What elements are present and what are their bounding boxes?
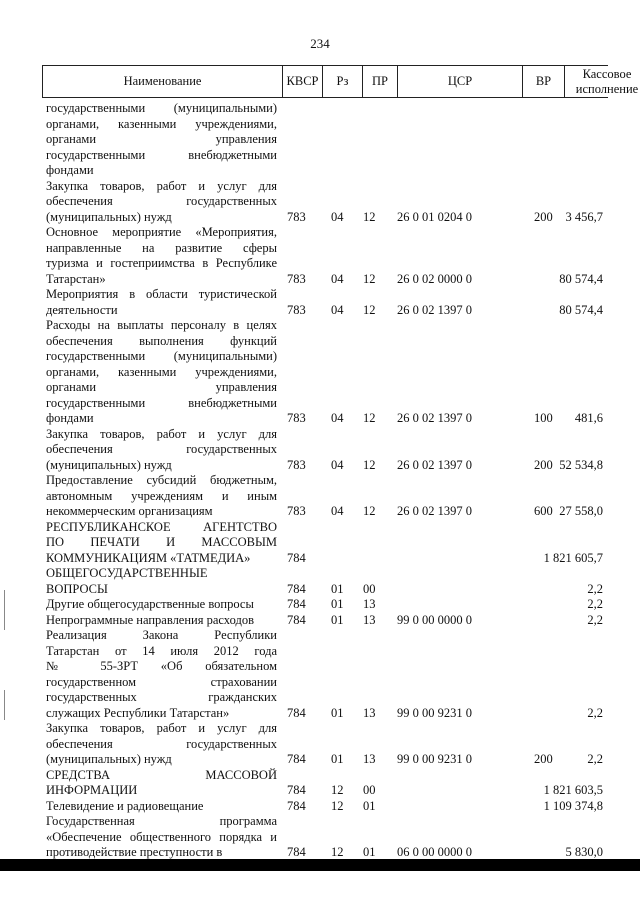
row-amount: 2,2 <box>587 597 603 611</box>
row-name-line: (муниципальных) нужд <box>46 209 172 224</box>
header-amount: Кассовое исполнение <box>564 66 640 97</box>
table-row <box>42 566 608 597</box>
row-name <box>46 101 277 179</box>
row-name <box>46 721 277 768</box>
row-kvsr: 784 <box>287 597 306 611</box>
row-kvsr: 784 <box>287 612 306 627</box>
row-name-line: ОБЩЕГОСУДАРСТВЕННЫЕ <box>46 566 208 580</box>
row-name-line: Закупка товаров, работ и услуг для <box>46 426 277 441</box>
row-name-line: Закупка товаров, работ и услуг для <box>46 178 277 193</box>
row-name <box>46 473 277 520</box>
row-name-line: Татарстан от 14 июля 2012 года <box>46 643 277 658</box>
table-row <box>42 287 608 318</box>
header-name: Наименование <box>42 66 282 97</box>
header-kvsr: КВСР <box>282 66 322 97</box>
table-header <box>42 65 639 98</box>
row-name <box>46 768 277 799</box>
table-row <box>42 520 608 567</box>
row-vr: 600 <box>534 504 553 518</box>
row-name-line: Реализация Закона Республики <box>46 628 277 642</box>
row-rz: 12 <box>331 798 344 813</box>
row-name-line: ПО ПЕЧАТИ И МАССОВЫМ <box>46 535 277 549</box>
table-row <box>42 473 608 520</box>
row-name-line: Непрограммные направления расходов <box>46 612 254 627</box>
row-name <box>46 799 277 815</box>
row-pr: 13 <box>363 612 376 627</box>
row-amount: 1 109 374,8 <box>543 798 603 813</box>
row-name-line: фондами <box>46 411 94 425</box>
row-csr: 99 0 00 9231 0 <box>397 752 472 766</box>
table-row <box>42 101 608 179</box>
row-name-line: № 55-ЗРТ «Об обязательном <box>46 659 277 673</box>
row-vr: 200 <box>534 752 553 766</box>
row-name <box>46 814 277 861</box>
row-csr: 26 0 02 1397 0 <box>397 504 472 518</box>
row-name-line: государственными (муниципальными) <box>46 101 277 115</box>
row-name-line: фондами <box>46 163 94 177</box>
row-amount: 52 534,8 <box>559 457 603 472</box>
table-row <box>42 318 608 427</box>
row-name-line: служащих Республики Татарстан» <box>46 705 230 720</box>
row-name <box>46 566 277 597</box>
row-name-line: некоммерческим организациям <box>46 504 213 518</box>
row-kvsr: 783 <box>287 504 306 518</box>
row-csr: 99 0 00 0000 0 <box>397 612 472 627</box>
row-name-line: противодействие преступности в <box>46 845 223 859</box>
row-name-line: органами, казенными учреждениями, <box>46 364 277 379</box>
table-row <box>42 721 608 768</box>
row-rz: 12 <box>331 845 344 859</box>
row-name-line: Телевидение и радиовещание <box>46 798 204 813</box>
row-vr: 200 <box>534 457 553 472</box>
row-name-line: государственными внебюджетными <box>46 395 277 410</box>
row-csr: 99 0 00 9231 0 <box>397 705 472 720</box>
row-rz: 01 <box>331 705 344 720</box>
header-pr: ПР <box>362 66 397 97</box>
scan-edge-mark <box>4 690 5 720</box>
row-pr: 00 <box>363 783 376 797</box>
row-rz: 04 <box>331 209 344 224</box>
row-rz: 04 <box>331 302 344 317</box>
row-kvsr: 783 <box>287 411 306 425</box>
row-rz: 04 <box>331 411 344 425</box>
row-name-line: деятельности <box>46 302 118 317</box>
row-name-line: государственными внебюджетными <box>46 147 277 162</box>
row-rz: 01 <box>331 612 344 627</box>
header-csr: ЦСР <box>397 66 522 97</box>
row-rz: 01 <box>331 752 344 766</box>
row-name-line: КОММУНИКАЦИЯМ «ТАТМЕДИА» <box>46 550 251 565</box>
row-rz: 01 <box>331 597 344 611</box>
row-pr: 13 <box>363 752 376 766</box>
row-name-line: Закупка товаров, работ и услуг для <box>46 721 277 735</box>
row-amount: 1 821 603,5 <box>543 783 603 797</box>
row-csr: 26 0 02 0000 0 <box>397 271 472 286</box>
row-amount: 2,2 <box>587 581 603 596</box>
row-rz: 04 <box>331 271 344 286</box>
row-name-line: (муниципальных) нужд <box>46 752 172 766</box>
row-vr: 200 <box>534 209 553 224</box>
row-csr: 06 0 00 0000 0 <box>397 845 472 859</box>
row-pr: 01 <box>363 798 376 813</box>
header-vr: ВР <box>522 66 564 97</box>
row-pr: 01 <box>363 845 376 859</box>
row-name-line: РЕСПУБЛИКАНСКОЕ АГЕНТСТВО <box>46 519 277 534</box>
row-pr: 12 <box>363 504 376 518</box>
row-name-line: автономным учреждениям и иным <box>46 488 277 503</box>
row-kvsr: 784 <box>287 752 306 766</box>
row-csr: 26 0 01 0204 0 <box>397 209 472 224</box>
page-number: 234 <box>310 36 330 51</box>
row-amount: 481,6 <box>574 411 603 425</box>
scan-edge-mark <box>4 590 5 630</box>
scan-border-bar <box>0 859 640 871</box>
row-pr: 12 <box>363 271 376 286</box>
row-name-line: Татарстан» <box>46 271 106 286</box>
row-rz: 01 <box>331 581 344 596</box>
row-name-line: органами управления <box>46 380 277 394</box>
row-amount: 2,2 <box>587 705 603 720</box>
row-name-line: государственных гражданских <box>46 690 277 704</box>
row-name <box>46 179 277 226</box>
row-name <box>46 613 277 629</box>
row-kvsr: 784 <box>287 845 306 859</box>
row-name <box>46 597 277 613</box>
row-name-line: Мероприятия в области туристической <box>46 287 277 301</box>
row-name-line: (муниципальных) нужд <box>46 457 172 472</box>
row-name-line: государственными (муниципальными) <box>46 349 277 363</box>
row-rz: 12 <box>331 783 344 797</box>
row-rz: 04 <box>331 457 344 472</box>
row-name <box>46 427 277 474</box>
header-rz: Рз <box>322 66 362 97</box>
row-pr: 12 <box>363 209 376 224</box>
row-pr: 13 <box>363 597 376 611</box>
row-name-line: Государственная программа <box>46 814 277 828</box>
row-pr: 12 <box>363 302 376 317</box>
row-name-line: обеспечения государственных <box>46 442 277 456</box>
table-row <box>42 628 608 721</box>
table-row <box>42 799 608 815</box>
row-pr: 12 <box>363 457 376 472</box>
row-name <box>46 287 277 318</box>
row-name-line: обеспечения государственных <box>46 194 277 208</box>
row-kvsr: 784 <box>287 581 306 596</box>
row-csr: 26 0 02 1397 0 <box>397 411 472 425</box>
row-amount: 80 574,4 <box>559 271 603 286</box>
row-kvsr: 783 <box>287 457 306 472</box>
row-name-line: «Обеспечение общественного порядка и <box>46 829 277 844</box>
row-name-line: Предоставление субсидий бюджетным, <box>46 473 277 487</box>
row-amount: 27 558,0 <box>559 504 603 518</box>
row-vr: 100 <box>534 411 553 425</box>
row-name <box>46 318 277 427</box>
row-kvsr: 783 <box>287 209 306 224</box>
row-name-line: туризма и гостеприимства в Республике <box>46 256 277 270</box>
row-kvsr: 784 <box>287 783 306 797</box>
row-amount: 2,2 <box>587 612 603 627</box>
row-amount: 3 456,7 <box>565 209 603 224</box>
row-rz: 04 <box>331 504 344 518</box>
row-name-line: Основное мероприятие «Мероприятия, <box>46 225 277 239</box>
row-amount: 2,2 <box>587 752 603 766</box>
row-name-line: органами управления <box>46 132 277 146</box>
row-name-line: ИНФОРМАЦИИ <box>46 783 138 797</box>
row-name <box>46 628 277 721</box>
row-name-line: государственном страховании <box>46 674 277 689</box>
row-kvsr: 784 <box>287 705 306 720</box>
row-csr: 26 0 02 1397 0 <box>397 457 472 472</box>
table-row <box>42 179 608 226</box>
row-kvsr: 783 <box>287 302 306 317</box>
row-name-line: СРЕДСТВА МАССОВОЙ <box>46 767 277 782</box>
row-csr: 26 0 02 1397 0 <box>397 302 472 317</box>
row-pr: 13 <box>363 705 376 720</box>
row-name <box>46 225 277 287</box>
row-pr: 00 <box>363 581 376 596</box>
row-kvsr: 784 <box>287 550 306 565</box>
row-name-line: Расходы на выплаты персоналу в целях <box>46 318 277 332</box>
table-row <box>42 768 608 799</box>
row-name-line: направленные на развитие сферы <box>46 240 277 255</box>
row-name-line: органами, казенными учреждениями, <box>46 116 277 131</box>
row-amount: 5 830,0 <box>565 845 603 859</box>
row-name <box>46 520 277 567</box>
table-row <box>42 427 608 474</box>
row-name-line: обеспечения выполнения функций <box>46 333 277 348</box>
table-row <box>42 225 608 287</box>
row-kvsr: 783 <box>287 271 306 286</box>
row-name-line: ВОПРОСЫ <box>46 581 108 596</box>
table-row <box>42 814 608 861</box>
row-pr: 12 <box>363 411 376 425</box>
row-amount: 1 821 605,7 <box>543 550 603 565</box>
table-row <box>42 597 608 613</box>
table-row <box>42 613 608 629</box>
row-amount: 80 574,4 <box>559 302 603 317</box>
row-name-line: обеспечения государственных <box>46 736 277 751</box>
row-kvsr: 784 <box>287 798 306 813</box>
row-name-line: Другие общегосударственные вопросы <box>46 597 254 611</box>
